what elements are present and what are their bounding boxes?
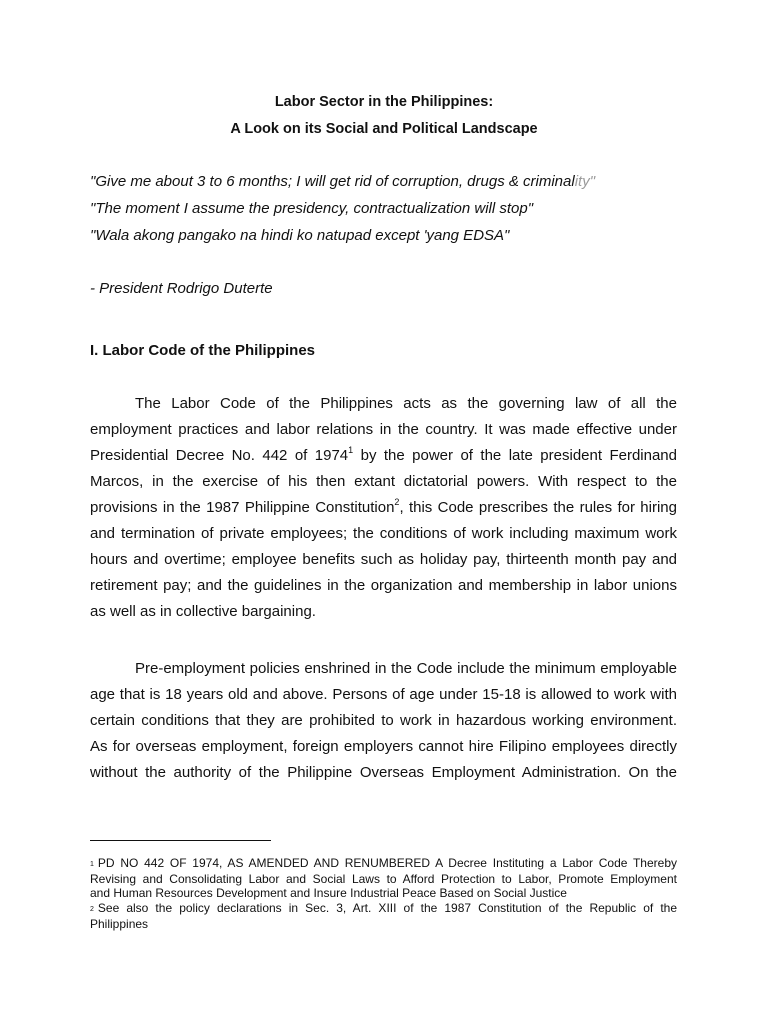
paragraph-line: hours and overtime; employee benefits such as holiday pay, thirteenth month pay and (90, 551, 677, 568)
paragraph-line: Marcos, in the exercise of his then extant dictatorial powers. With respect to the (90, 473, 677, 490)
paragraph-line (90, 495, 677, 521)
paragraph-line: Pre-employment policies enshrined in the Code include the minimum employable (135, 660, 677, 677)
footnote-separator (90, 840, 271, 841)
document-title-line-1: Labor Sector in the Philippines: (274, 94, 494, 110)
footnote-mark: 2 (90, 906, 94, 913)
paragraph-line-text: provisions in the 1987 Philippine Constitution (90, 499, 395, 516)
footnote-text: See also the policy declarations in Sec. 3, Art. XIII of the 1987 Constitution of the Republic of the (97, 901, 677, 915)
paragraph-labor-code-intro (90, 391, 677, 625)
quote-attribution: - President Rodrigo Duterte (90, 280, 273, 297)
footnote-ref-1[interactable]: 1 (348, 445, 354, 455)
paragraph-line: The Labor Code of the Philippines acts as the governing law of all the (135, 395, 677, 412)
footnote-mark: 1 (90, 861, 94, 868)
paragraph-line (90, 443, 677, 469)
footnote-2 (90, 901, 677, 931)
footnote-line: and Human Resources Development and Insure Industrial Peace Based on Social Justice (90, 886, 567, 900)
paragraph-line: certain conditions that they are prohibited to work in hazardous working environment. (90, 712, 677, 729)
quote-3: "Wala akong pangako na hindi ko natupad except 'yang EDSA" (90, 227, 510, 244)
footnote-line: Revising and Consolidating Labor and Social Laws to Afford Protection to Labor, Promote Employment (90, 872, 677, 886)
footnote-line (90, 901, 677, 917)
paragraph-line-text: Presidential Decree No. 442 of 1974 (90, 447, 349, 464)
footnote-1 (90, 856, 677, 900)
paragraph-line: as well as in collective bargaining. (90, 603, 316, 620)
paragraph-line: age that is 18 years old and above. Persons of age under 15-18 is allowed to work with (90, 686, 677, 703)
footnote-line (90, 856, 677, 872)
footnote-line: Philippines (90, 917, 149, 931)
paragraph-line: employment practices and labor relations in the country. It was made effective under (90, 421, 677, 438)
paragraph-pre-employment (90, 656, 677, 786)
paragraph-line: As for overseas employment, foreign employers cannot hire Filipino employees directly (90, 738, 677, 755)
quote-1-text: "Give me about 3 to 6 months; I will get rid of corruption, drugs & criminal (90, 173, 575, 190)
quote-1-faded-text: ity" (574, 173, 596, 190)
quote-1 (90, 173, 595, 191)
paragraph-line: without the authority of the Philippine Overseas Employment Administration. On the (90, 764, 677, 781)
footnote-ref-2[interactable]: 2 (394, 497, 400, 507)
paragraph-line: retirement pay; and the guidelines in the organization and membership in labor unions (90, 577, 677, 594)
paragraph-line-text: , this Code prescribes the rules for hiring (399, 499, 677, 516)
paragraph-line-text: by the power of the late president Ferdinand (353, 447, 677, 464)
quote-2: "The moment I assume the presidency, contractualization will stop" (90, 200, 534, 217)
document-title-line-2: A Look on its Social and Political Landscape (230, 121, 538, 137)
section-heading-labor-code: I. Labor Code of the Philippines (90, 342, 316, 359)
footnote-text: PD NO 442 OF 1974, AS AMENDED AND RENUMBERED A Decree Instituting a Labor Code Thereby (97, 856, 677, 870)
paragraph-line: and termination of private employees; the conditions of work including maximum work (90, 525, 677, 542)
